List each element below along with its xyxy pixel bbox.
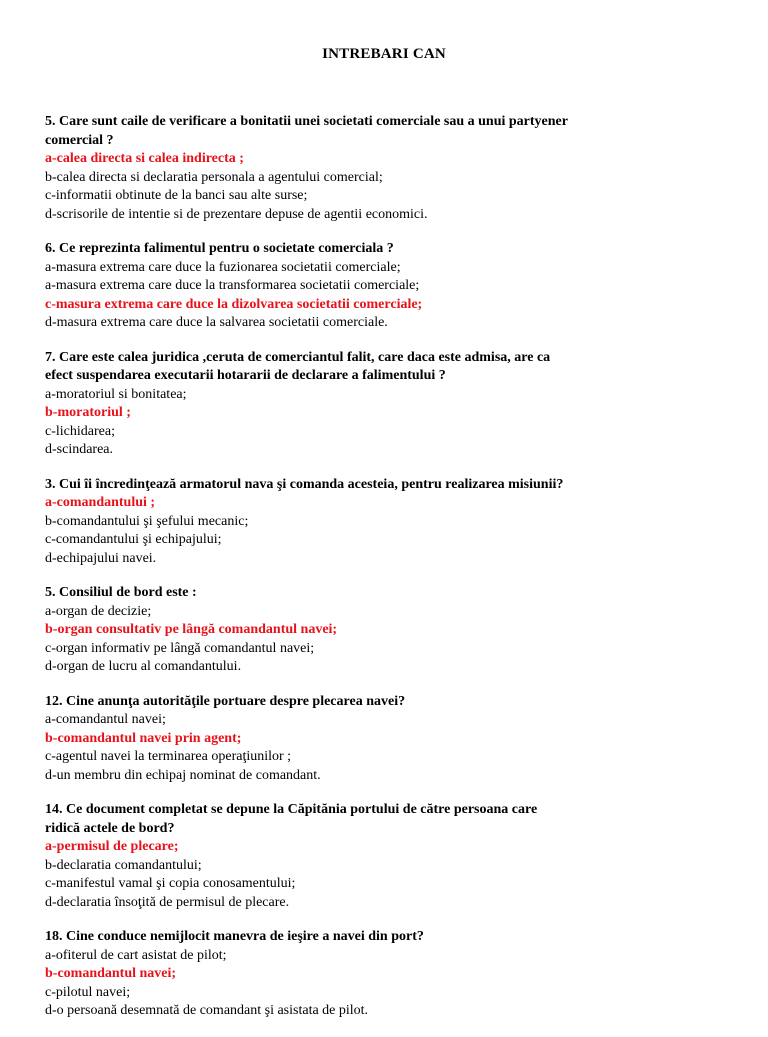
question-line: 6. Ce reprezinta falimentul pentru o societate comerciala ?: [45, 241, 394, 256]
question-text: [45, 693, 725, 712]
answer-option-correct: c-masura extrema care duce la dizolvarea societatii comerciale;: [45, 296, 423, 312]
answer-option: d-masura extrema care duce la salvarea societatii comerciale.: [45, 315, 388, 330]
answer-option: b-calea directa si declaratia personala a agentului comercial;: [45, 169, 383, 185]
question-text: [45, 928, 725, 947]
answer-option-correct: b-moratoriul ;: [45, 405, 131, 420]
question-text: [45, 584, 725, 603]
document-title: INTREBARI CAN: [322, 46, 446, 62]
answer-option: c-agentul navei la terminarea operaţiunilor ;: [45, 749, 292, 764]
question-text: [45, 349, 725, 386]
answer-option: b-declaratia comandantului;: [45, 857, 202, 873]
question-block: [45, 801, 725, 912]
question-block: [45, 928, 725, 1021]
answer-option: d-organ de lucru al comandantului.: [45, 659, 242, 674]
answer-option: d-echipajului navei.: [45, 550, 157, 566]
answer-option: d-scindarea.: [45, 442, 114, 457]
question-text: [45, 801, 725, 838]
answer-option: c-manifestul vamal şi copia conosamentului;: [45, 876, 296, 891]
answer-option: a-comandantul navei;: [45, 712, 166, 727]
question-block: [45, 584, 725, 677]
answer-option: c-informatii obtinute de la banci sau alte surse;: [45, 188, 308, 203]
answer-option-correct: b-organ consultativ pe lângă comandantul navei;: [45, 622, 338, 637]
answer-option: c-pilotul navei;: [45, 984, 131, 1000]
answer-option: d-o persoană desemnată de comandant şi asistata de pilot.: [45, 1003, 369, 1018]
question-line: 18. Cine conduce nemijlocit manevra de ieşire a navei din port?: [45, 929, 424, 944]
answer-option: c-organ informativ pe lângă comandantul navei;: [45, 640, 315, 656]
answer-option: a-masura extrema care duce la fuzionarea societatii comerciale;: [45, 259, 401, 275]
question-line: comercial ?: [45, 132, 114, 148]
answer-option: a-ofiterul de cart asistat de pilot;: [45, 947, 227, 963]
answer-option-correct: b-comandantul navei;: [45, 966, 177, 981]
question-line: 12. Cine anunţa autorităţile portuare despre plecarea navei?: [45, 693, 406, 709]
question-text: [45, 240, 725, 259]
answer-option: d-un membru din echipaj nominat de comandant.: [45, 767, 321, 783]
question-list: [45, 113, 725, 1037]
answer-option: a-organ de decizie;: [45, 603, 152, 619]
question-block: [45, 476, 725, 569]
answer-option: a-moratoriul si bonitatea;: [45, 386, 187, 402]
question-line: 5. Consiliul de bord este :: [45, 585, 197, 600]
answer-option: c-lichidarea;: [45, 423, 115, 439]
answer-option-correct: a-permisul de plecare;: [45, 839, 179, 854]
answer-option: a-masura extrema care duce la transformarea societatii comerciale;: [45, 278, 420, 293]
question-line: 5. Care sunt caile de verificare a bonitatii unei societati comerciale sau a unui partyener: [45, 114, 568, 129]
answer-option: d-scrisorile de intentie si de prezentare depuse de agentii economici.: [45, 206, 428, 222]
question-line: 7. Care este calea juridica ,ceruta de comerciantul falit, care daca este admisa, are ca: [45, 349, 551, 365]
answer-option: d-declaratia însoţită de permisul de plecare.: [45, 894, 290, 910]
answer-option: b-comandantului şi şefului mecanic;: [45, 513, 249, 529]
question-line: 3. Cui îi încredinţează armatorul nava şi comanda acesteia, pentru realizarea misiunii?: [45, 476, 564, 492]
question-line: ridică actele de bord?: [45, 820, 175, 836]
question-block: [45, 693, 725, 786]
answer-option-correct: a-comandantului ;: [45, 495, 156, 510]
question-block: [45, 240, 725, 333]
answer-option-correct: a-calea directa si calea indirecta ;: [45, 151, 244, 166]
question-line: efect suspendarea executarii hotararii de declarare a falimentului ?: [45, 368, 446, 383]
question-line: 14. Ce document completat se depune la Căpitănia portului de către persoana care: [45, 802, 538, 817]
question-block: [45, 113, 725, 224]
answer-option-correct: b-comandantul navei prin agent;: [45, 730, 242, 746]
question-block: [45, 349, 725, 460]
question-text: [45, 476, 725, 495]
answer-option: c-comandantului şi echipajului;: [45, 532, 222, 547]
question-text: [45, 113, 725, 150]
